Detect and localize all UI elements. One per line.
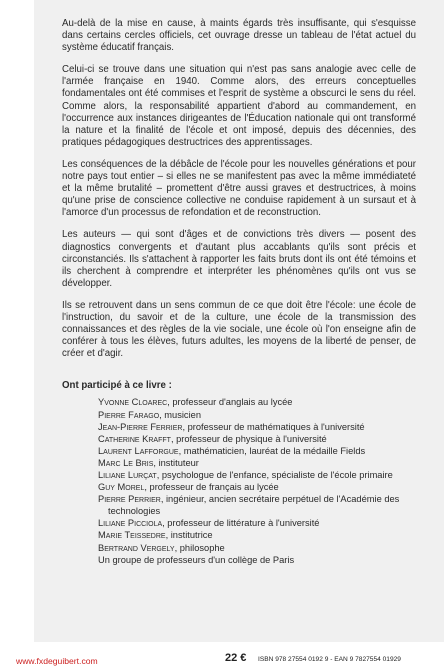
back-cover-text xyxy=(62,18,416,566)
isbn-ean: ISBN 978 27554 0192 9 - EAN 9 7827554 01929 xyxy=(258,656,401,663)
contributor-name: Liliane Picciola xyxy=(98,518,163,529)
list-item xyxy=(98,457,416,469)
list-item xyxy=(98,554,416,566)
list-item xyxy=(98,409,416,421)
contributors-heading: Ont participé à ce livre : xyxy=(62,380,172,392)
list-item xyxy=(98,433,416,445)
contributor-role: , professeur de français au lycée xyxy=(144,482,279,493)
contributor-role: , instituteur xyxy=(153,457,199,468)
contributor-role: , mathématicien, lauréat de la médaille Fields xyxy=(178,445,366,456)
list-item xyxy=(98,517,416,529)
contributor-name: Pierre Perrier xyxy=(98,494,161,505)
list-item xyxy=(98,529,416,541)
contributor-name: Yvonne Cloarec xyxy=(98,397,168,408)
contributor-role: , professeur de mathématiques à l'université xyxy=(182,421,365,432)
publisher-url-link[interactable]: www.fxdeguibert.com xyxy=(16,656,98,666)
contributor-name: Jean-Pierre Ferrier xyxy=(98,421,183,432)
contributor-role: , professeur d'anglais au lycée xyxy=(167,397,293,408)
contributor-role: , institutrice xyxy=(165,530,213,541)
price: 22 € xyxy=(225,652,247,664)
paragraph-3: Les conséquences de la débâcle de l'école pour les nouvelles générations et pour notre pays tout entier – si elles ne se manifestent pas avec la même immédiateté et la même brutalité – promettent d'être aussi graves et destructrices, à moins qu'une prise de conscience collective ne conduise rapidement à un sursaut et à l'amorce d'un processus de refondation et de reconstruction. xyxy=(62,158,416,219)
contributor-role: , ingénieur, ancien secrétaire perpétuel de l'Académie des technologies xyxy=(108,494,400,517)
list-item xyxy=(98,481,416,493)
contributor-name: Liliane Lurçat xyxy=(98,470,157,480)
contributor-name: Marie Teissedre xyxy=(98,530,166,541)
list-item xyxy=(98,469,416,481)
list-item xyxy=(98,445,416,457)
paragraph-4: Les auteurs — qui sont d'âges et de convictions très divers — posent des diagnostics convergents et d'autant plus accablants qu'ils sont précis et circonstanciés. Ils s'attachent à rapporter les faits bruts dont ils ont été témoins et ils cherchent à comprendre et interpréter les phénomènes qu'ils ont vus se développer. xyxy=(62,229,416,289)
contributor-role: Un groupe de professeurs d'un collège de Paris xyxy=(98,554,295,565)
list-item xyxy=(98,421,416,433)
contributor-name: Pierre Farago xyxy=(98,409,160,420)
list-item xyxy=(98,396,416,408)
contributor-name: Catherine Krafft xyxy=(98,433,171,444)
paragraph-5: Ils se retrouvent dans un sens commun de ce que doit être l'école: une école de l'instruction, du savoir et de la culture, une école de la transmission des connaissances et des règles de la vie sociale, une école où l'on enseigne afin de conférer à tous les élèves, futurs adultes, les moyens de la liberté de penser, de créer et d'agir. xyxy=(62,299,416,360)
contributors-list xyxy=(62,396,416,565)
contributor-name: Laurent Lafforgue xyxy=(98,445,179,456)
contributor-name: Guy Morel xyxy=(98,482,145,493)
contributor-role: , professeur de littérature à l'université xyxy=(162,518,320,529)
contributor-role: , psychologue de l'enfance, spécialiste de l'école primaire xyxy=(156,470,393,480)
paragraph-1: Au-delà de la mise en cause, à maints égards très insuffisante, qui s'esquisse dans certains cercles officiels, cet ouvrage dresse un tableau de l'état actuel du système éducatif français. xyxy=(62,18,416,54)
contributor-role: , musicien xyxy=(159,409,201,420)
paragraph-2: Celui-ci se trouve dans une situation qui n'est pas sans analogie avec celle de l'armée française en 1940. Comme alors, des erreurs conceptuelles fondamentales ont été commises et l'esprit de système a obscurci le sens du réel. Comme alors, la responsabilité appartient d'abord au commandement, en l'occurrence aux instances dirigeantes de l'Éducation nationale qui ont transformé la nature et la finalité de l'école et ont imposé, depuis des décennies, des pratiques pédagogiques destructrices des apprentissages. xyxy=(62,64,416,148)
contributor-name: Marc Le Bris xyxy=(98,457,154,468)
contributor-name: Bertrand Vergely xyxy=(98,542,175,553)
contributor-role: , philosophe xyxy=(174,542,225,553)
list-item xyxy=(98,542,416,554)
list-item xyxy=(98,493,416,517)
contributor-role: , professeur de physique à l'université xyxy=(170,433,327,444)
